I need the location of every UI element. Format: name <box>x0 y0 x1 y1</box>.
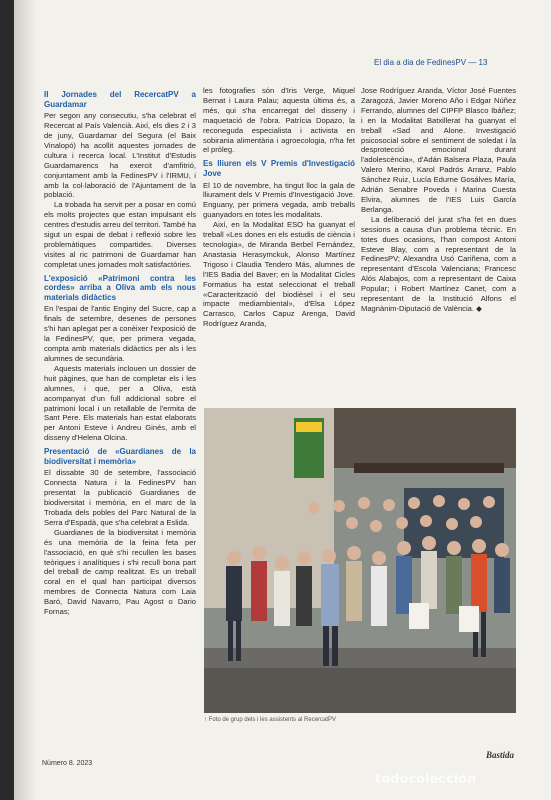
paragraph: Per segon any consecutiu, s'ha celebrat el Recercat al País Valencià. Així, els dies 2 i 3 de juny, Guardamar del Segura (el Baix Vinalopó) ha acollit aquestes jornades de cultura i recerca local. L'Institut d'Estudis Guardamarencs ha exercit d'amfitrió, conjuntament amb la FedinesPV i l'IRMU, i amb la col·laboració de l'Ajuntament de la població. <box>44 111 196 200</box>
paragraph: Així, en la Modalitat ESO ha guanyat el treball «Les dones en els estudis de ciència i tecnologia», de Miranda Berbel Fernández, Anastasia Herasymckuk, Alonso Martínez Trigoso i Claudia Tendero Más, alumnes de l'IES Badia del Baver; en la Modalitat Cicles Formatius ha estat seleccionat el treball «Caracterització del biodièsel i el seu impacte mediambiental», d'Elsa López Carrasco, Carlos Capuz Arenga, David Rodríguez Aranda, <box>203 220 355 329</box>
magazine-brand: Bastida <box>486 750 515 760</box>
heading-guardianes: Presentació de «Guardianes de la biodiversitat i memòria» <box>44 447 196 466</box>
column-3 <box>361 86 516 314</box>
watermark: todocoleccion <box>375 772 477 787</box>
heading-premis: Es lliuren els V Premis d'Investigació Jove <box>203 159 355 178</box>
page-gutter-shadow <box>14 0 36 800</box>
paragraph: La trobada ha servit per a posar en comú els molts projectes que estan impulsant els centres d'estudis arreu del territori. També ha sigut un espai de debat i reflexió sobre les problemàtiques compartides. Diverses visites al ric patrimoni de Guardamar han completat unes jornades molt satisfactòries. <box>44 200 196 269</box>
column-1 <box>44 86 196 617</box>
heading-exposicio: L'exposició «Patrimoni contra les cordes» arriba a Oliva amb els nous materials didàctics <box>44 273 196 302</box>
group-photo-illustration <box>204 408 516 713</box>
issue-number: Número 8. 2023 <box>42 760 93 767</box>
paragraph: La deliberació del jurat s'ha fet en dues sessions a causa d'un problema tècnic. En totes dues ocasions, l'han compost Antoni Esteve Blay, com a representant de la FedinesPV; Alexandra Usó Cariñena, com a representant d'Escola Valenciana; Francesc Alós Alabajos, com a representant de Caixa Popular; i Robert Martínez Canet, com a representant de la Institució Alfons el Magnànim-Diputació de València. ◆ <box>361 214 516 313</box>
header-section: El dia a dia de FedinesPV <box>374 58 467 67</box>
paragraph: El dissabte 30 de setembre, l'associació Connecta Natura i la FedinesPV han presentat la publicació Guardianes de biodiversitat i memòria, en el marc de la Trobada dels pobles del Parc Natural de la Serra d'Espadà, que s'ha celebrat a Eslida. <box>44 468 196 527</box>
paragraph: Aquests materials inclouen un dossier de huit pàgines, que han de completar els i les alumnes, i que, per a Oliva, està acompanyat d'un full addicional sobre el patrimoni local i un retallable de l'ermita de Sant Pere. Els materials han estat elaborats per Antoni Esteve i Andreu Ginés, amb el disseny d'Helena Olcina. <box>44 363 196 443</box>
paragraph: En l'espai de l'antic Enginy del Sucre, cap a finals de setembre, desenes de persones s'hi han aplegat per a conèixer l'exposició de la FedinesPV, que, per primera vegada, compta amb materials didàctics per als i les alumnes de secundària. <box>44 304 196 363</box>
paragraph: Guardianes de la biodiversitat i memòria és una memòria de la feina feta per l'associació, en què s'hi recullen les bases teòriques i analítiques i s'hi recull bona part del treball de camp realitzat. Es un treball coral en el qual han participat diversos membres de Connecta Natura com Laia Baró, David Navarro, Pau Agost o Dario Fornas; <box>44 527 196 617</box>
column-2 <box>203 86 355 329</box>
running-header: El dia a dia de FedinesPV — 13 <box>374 58 488 67</box>
group-photo <box>204 408 516 713</box>
paragraph: Jose Rodríguez Aranda, Víctor José Fuentes Zaragozá, Javier Moreno Año i Edgar Núñez Ferrando, alumnes del CIPFP Blasco Ibáñez; i en la Modalitat Batxillerat ha guanyat el treball «Sad and Alone. Investigació psicosocial sobre el sentiment de soledat i la desprotecció emocional durant l'adolescència», d'Adán Balsera Plaza, Paula Valero Merino, Karol Padrós Arranz, Pablo Sánchez Ruiz, Lucía Edurne Gosálves María, Adrián Senabre Poveda i Marina Cuesta Elvira, alumnes de l'IES Luis García Berlanga. <box>361 86 516 214</box>
photo-caption: ↑ Foto de grup dels i les assistents al RecercatPV <box>204 717 337 723</box>
paragraph: El 10 de novembre, ha tingut lloc la gala de lliurament dels V Premis d'Investigació Jove. Enguany, per primera vegada, amb treballs guanyadors en totes les modalitats. <box>203 180 355 220</box>
heading-recercat: II Jornades del RecercatPV a Guardamar <box>44 90 196 109</box>
magazine-page <box>14 0 551 800</box>
paragraph: les fotografies són d'Iris Verge, Miquel Bernat i Laura Palau; aquesta última és, a més, qui s'ha encarregat del disseny i maquetació de l'obra. Patrícia Dopazo, la reconeguda especialista i activista en sobirania alimentària i agroecologia, n'ha fet el pròleg. <box>203 86 355 155</box>
header-page-number: 13 <box>478 58 488 67</box>
